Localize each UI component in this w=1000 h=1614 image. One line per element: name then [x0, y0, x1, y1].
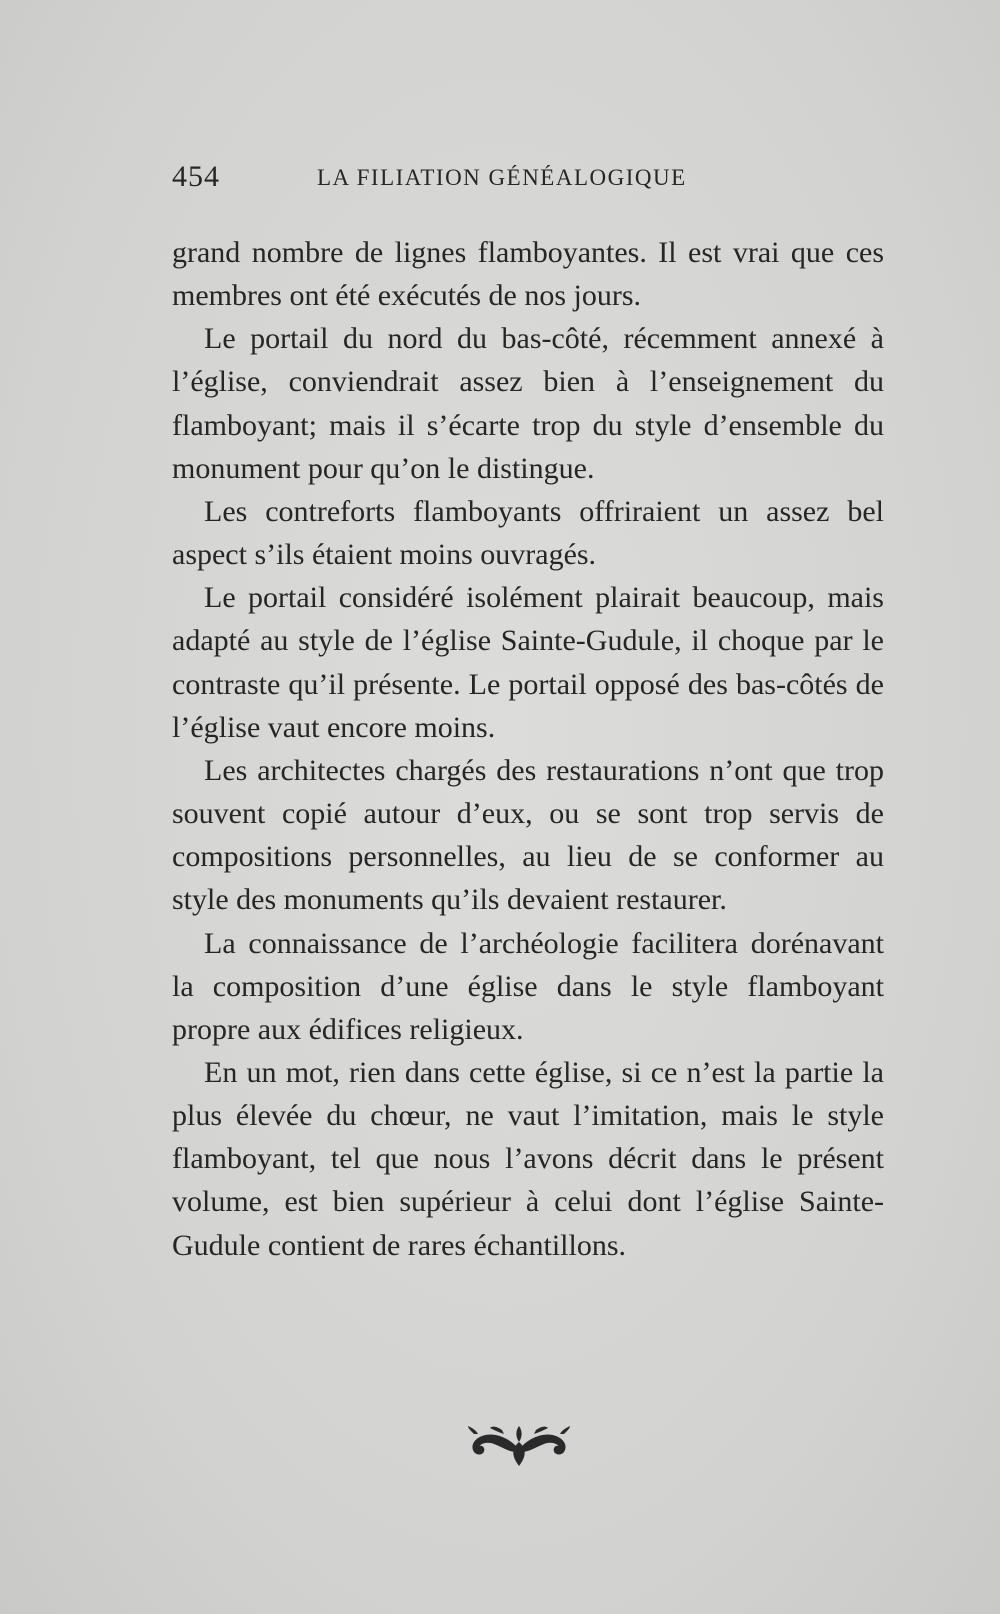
running-title: LA FILIATION GÉNÉALOGIQUE — [317, 165, 687, 190]
page-header — [172, 160, 884, 200]
paragraph-7: En un mot, rien dans cette église, si ce n’est la partie la plus élevée du chœur, ne vaut l’imitation, mais le style flamboyant, tel que nous l’avons décrit dans le présent volume, est bien supérieur à celui dont l’église Sainte-Gudule contient de rares échantillons. — [172, 1055, 884, 1262]
paragraph-2: Le portail du nord du bas-côté, récemment annexé à l’église, conviendrait assez bien à l’enseignement du flamboyant; mais il s’écarte trop du style d’ensemble du monument pour qu’on le distingue. — [172, 322, 884, 485]
paragraph-4: Le portail considéré isolément plairait beaucoup, mais adapté au style de l’église Sainte-Gudule, il choque par le contraste qu’il présente. Le portail opposé des bas-côtés de l’église vaut encore moins. — [172, 581, 884, 744]
paragraph-6: La connaissance de l’archéologie facilitera dorénavant la composition d’une église dans le style flamboyant propre aux édifices religieux. — [172, 926, 884, 1046]
fleuron-tailpiece-icon — [466, 1422, 572, 1468]
paragraph-3: Les contreforts flamboyants offriraient un assez bel aspect s’ils étaient moins ouvragés. — [172, 494, 884, 572]
body-text — [172, 231, 884, 1267]
paragraph-5: Les architectes chargés des restaurations n’ont que trop souvent copié autour d’eux, ou se sont trop servis de compositions personnelles, au lieu de se conformer au style des monuments qu’ils devaient restaurer. — [172, 753, 884, 917]
paragraph-1: grand nombre de lignes flamboyantes. Il est vrai que ces membres ont été exécutés de nos jours. — [172, 236, 884, 313]
page-number: 454 — [172, 160, 220, 193]
